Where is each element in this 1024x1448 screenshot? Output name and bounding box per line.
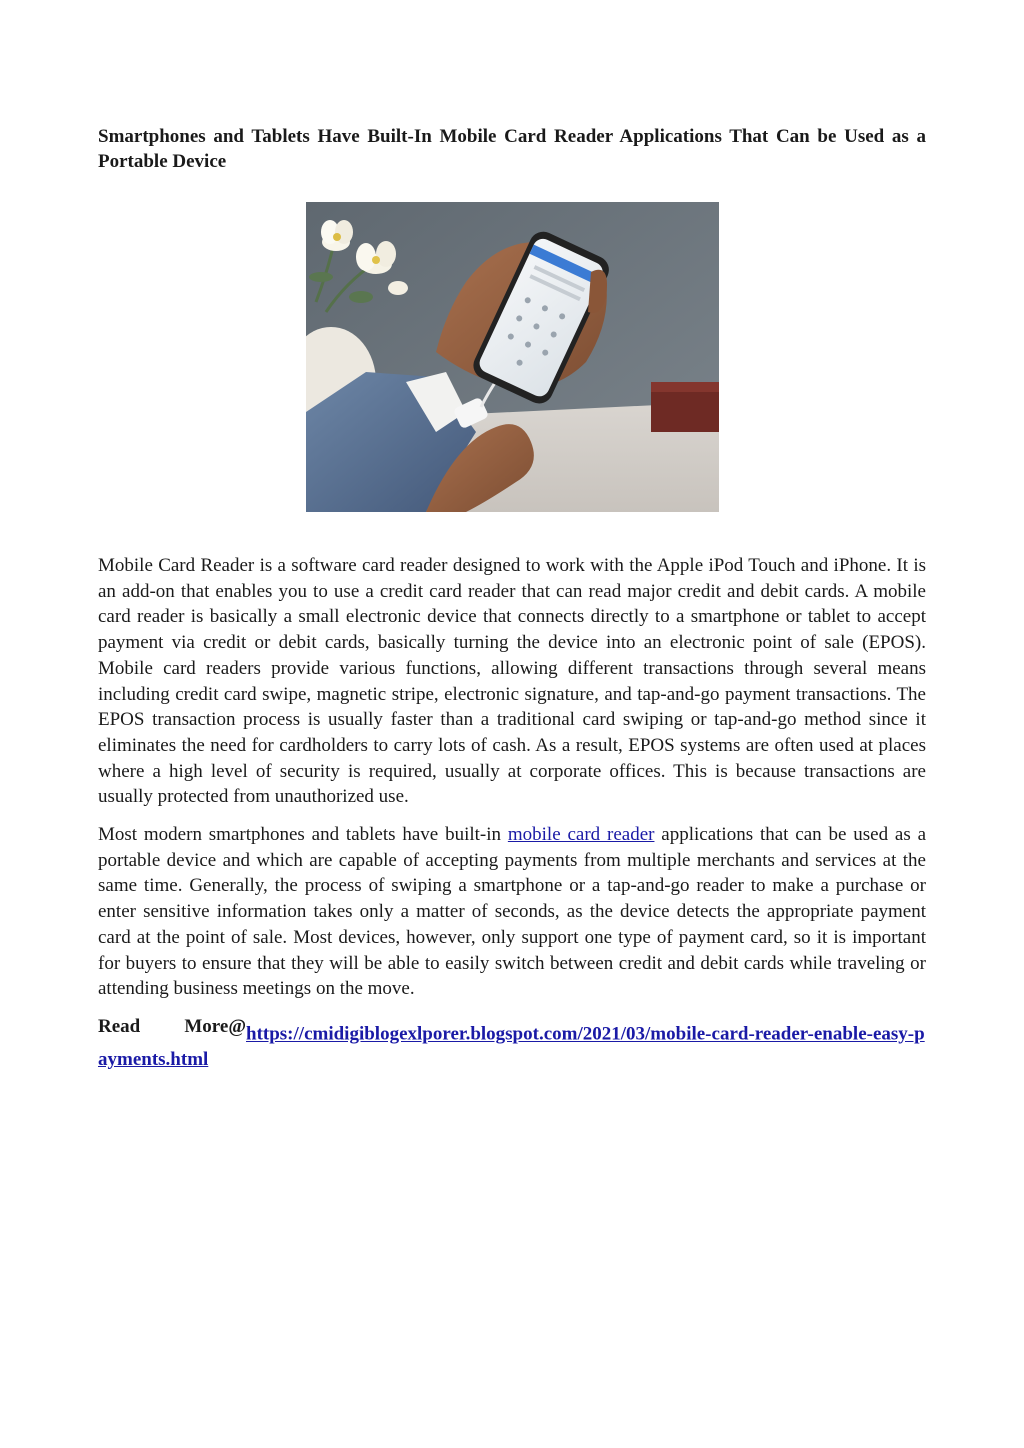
read-more-line xyxy=(98,1014,926,1073)
read-more-label xyxy=(98,1014,246,1040)
body-paragraph-1: Mobile Card Reader is a software card reader designed to work with the Apple iPod Touch and iPhone. It is an add-on that enables you to use a credit card reader that can read major credit and debit cards. A mobile card reader is basically a small electronic device that connects directly to a smartphone or tablet to accept payment via credit or debit cards, basically turning the device into an electronic point of sale (EPOS). Mobile card readers provide various functions, allowing different transactions through several means including credit card swipe, magnetic stripe, electronic signature, and tap-and-go payment transactions. The EPOS transaction process is usually faster than a traditional card swiping or tap-and-go method since it eliminates the need for cardholders to carry lots of cash. As a result, EPOS systems are often used at places where a high level of security is required, usually at corporate offices. This is because transactions are usually protected from unauthorized use. xyxy=(98,555,926,808)
read-more-word-more: More@ xyxy=(184,1015,246,1037)
paragraph-2-text-end: applications that can be used as a portable device and which are capable of accepting payments from multiple merchants and services at the same time. Generally, the process of swiping a smartphone or a tap-and-go reader to make a purchase or enter sensitive information takes only a matter of seconds, as the device detects the appropriate payment card at the point of sale. Most devices, however, only support one type of payment card, so it is important for buyers to ensure that they will be able to easily switch between credit and debit cards while traveling or attending business meetings on the move. xyxy=(98,824,927,1000)
mobile-card-reader-link[interactable]: mobile card reader xyxy=(507,824,655,846)
phone-card-reader-photo xyxy=(306,202,719,512)
read-more-word-read: Read xyxy=(98,1015,141,1037)
paragraph-2-text-start: Most modern smartphones and tablets have built-in xyxy=(98,824,508,846)
read-more-url-link[interactable]: https://cmidigiblogexlporer.blogspot.com/2021/03/mobile-card-reader-enable-easy-payments.html xyxy=(98,1023,925,1071)
document-title: Smartphones and Tablets Have Built-In Mobile Card Reader Applications That Can be Used as a Portable Device xyxy=(98,126,926,172)
body-paragraph-2 xyxy=(98,822,926,1002)
document-page xyxy=(98,124,926,1073)
